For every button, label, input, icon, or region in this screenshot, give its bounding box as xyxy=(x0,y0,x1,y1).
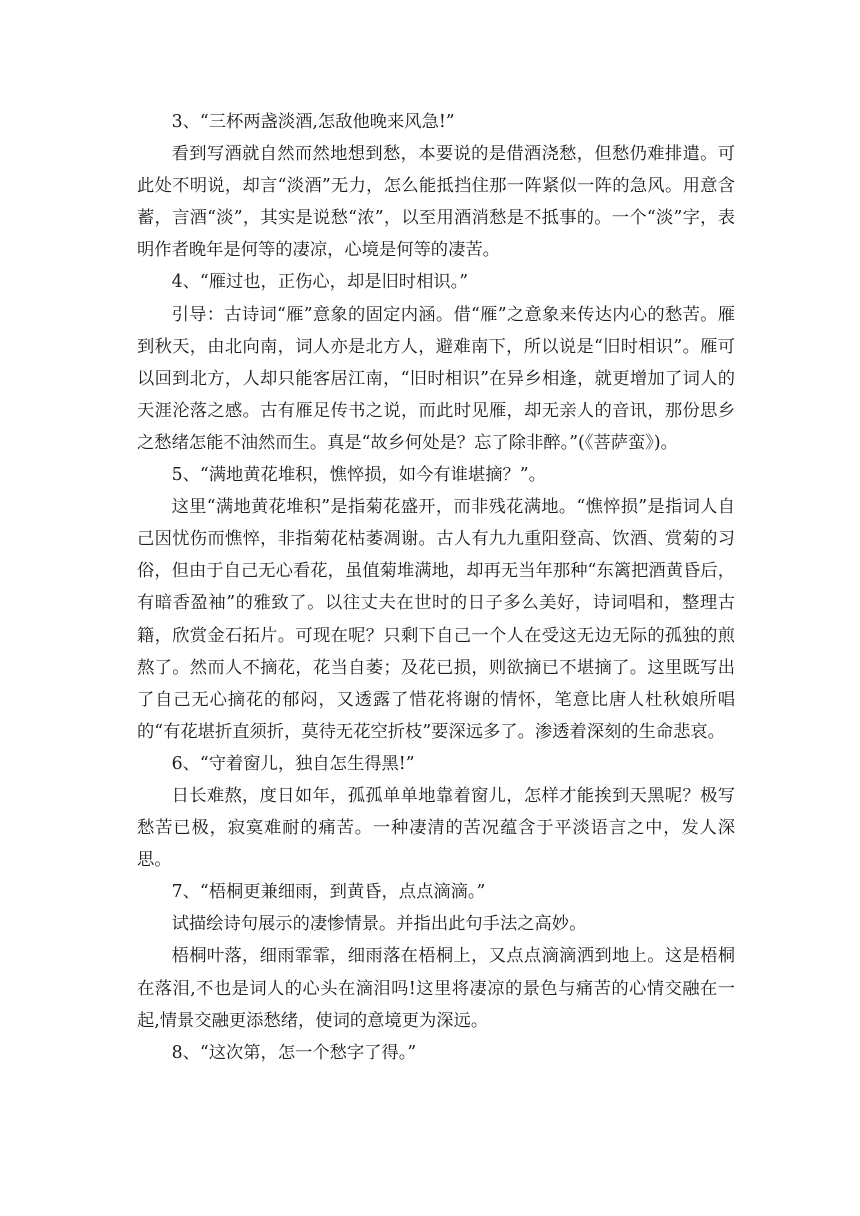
paragraph-commentary-6: 日长难熬，度日如年，孤孤单单地靠着窗儿，怎样才能挨到天黑呢？极写愁苦已极，寂寞难耐的痛苦。一种凄清的苦况蕴含于平淡语言之中，发人深思。 xyxy=(137,785,735,871)
heading-item-4: 4、“雁过也，正伤心，却是旧时相识。” xyxy=(171,272,469,293)
paragraph-commentary-3: 看到写酒就自然而然地想到愁，本要说的是借酒浇愁，但愁仍难排遣。可此处不明说，却言“淡酒”无力，怎么能抵挡住那一阵紧似一阵的急风。用意含蓄，言酒“淡”，其实是说愁“浓”，以至用酒消愁是不抵事的。一个“淡”字，表明作者晚年是何等的凄凉，心境是何等的凄苦。 xyxy=(137,144,735,261)
heading-item-5: 5、“满地黄花堆积，憔悴损，如今有谁堪摘？”。 xyxy=(171,465,546,486)
document-body xyxy=(137,106,735,1069)
paragraph-commentary-7: 梧桐叶落，细雨霏霏，细雨落在梧桐上，又点点滴滴洒到地上。这是梧桐在落泪,不也是词人的心头在滴泪吗!这里将凄凉的景色与痛苦的心情交融在一起,情景交融更添愁绪，使词的意境更为深远。 xyxy=(137,946,735,1031)
heading-item-6: 6、“守着窗儿，独自怎生得黑!” xyxy=(171,753,415,774)
paragraph-commentary-4: 引导：古诗词“雁”意象的固定内涵。借“雁”之意象来传达内心的愁苦。雁到秋天，由北向南，词人亦是北方人，避难南下，所以说是“旧时相识”。雁可以回到北方，人却只能客居江南，“旧时相识”在异乡相逢，就更增加了词人的天涯沦落之感。古有雁足传书之说，而此时见雁，却无亲人的音讯，那份思乡之愁绪怎能不油然而生。真是“故乡何处是？忘了除非醉。”(《菩萨蛮》)。 xyxy=(137,304,735,453)
heading-item-8: 8、“这次第，怎一个愁字了得。” xyxy=(171,1042,417,1063)
heading-item-7: 7、“梧桐更兼细雨，到黄昏，点点滴滴。” xyxy=(171,882,486,903)
heading-item-3: 3、“三杯两盏淡酒,怎敌他晚来风急!” xyxy=(171,112,455,132)
paragraph-commentary-5: 这里“满地黄花堆积”是指菊花盛开，而非残花满地。“憔悴损”是指词人自己因忧伤而憔悴，非指菊花枯萎凋谢。古人有九九重阳登高、饮酒、赏菊的习俗，但由于自己无心看花，虽值菊堆满地，却再无当年那种“东篱把酒黄昏后，有暗香盈袖”的雅致了。以往丈夫在世时的日子多么美好，诗词唱和，整理古籍，欣赏金石拓片。可现在呢？只剩下自己一个人在受这无边无际的孤独的煎熬了。然而人不摘花，花当自萎；及花已损，则欲摘已不堪摘了。这里既写出了自己无心摘花的郁闷，又透露了惜花将谢的情怀，笔意比唐人杜秋娘所唱的“有花堪折直须折，莫待无花空折枝”要深远多了。渗透着深刻的生命悲哀。 xyxy=(137,497,735,742)
paragraph-question-7: 试描绘诗句展示的凄惨情景。并指出此句手法之高妙。 xyxy=(171,914,587,935)
